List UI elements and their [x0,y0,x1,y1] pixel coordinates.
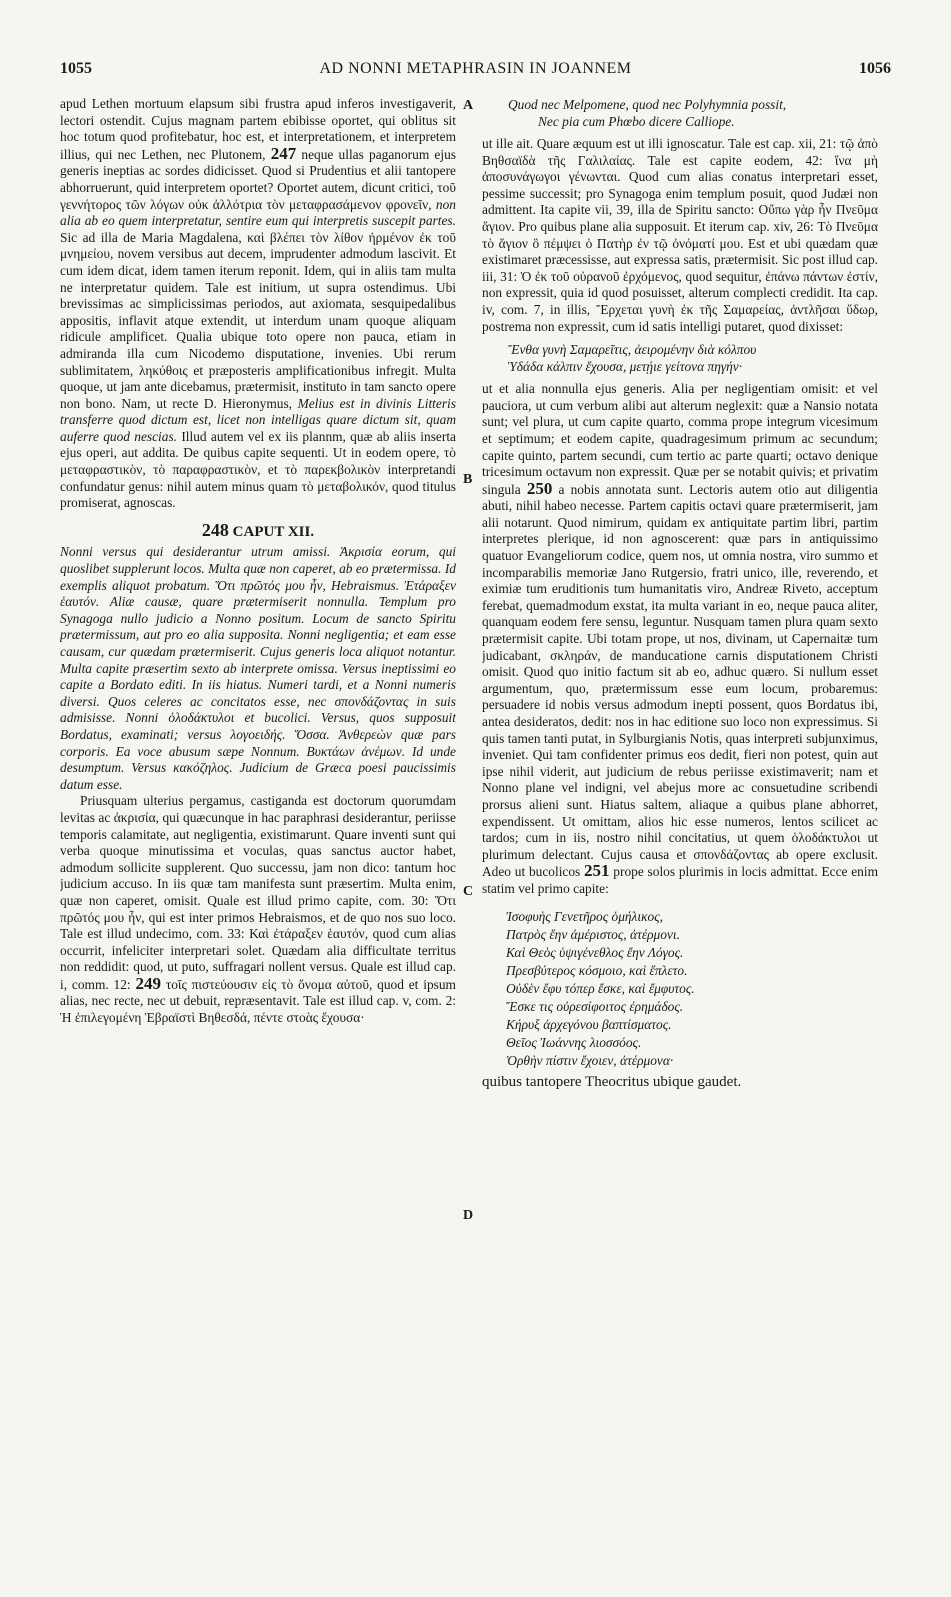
text-run: a nobis annotata sunt. Lectoris autem otio aut diligentia abuti, nihil habeo necesse. Partem capitis octavi quare prætermiserit, jam alii notarunt. Quod nimirum, quidam ex antiquitate partim libri, partim interpretes plerique, id non agnoscerent: quæ pars in antiquissimo quatuor Evangeliorum codice, quem nos, ut omnia nostra, viro summo et incomparabilis memoriæ Jano Rutgersio, fratri unico, ille, reverendo, et eximiæ tum eruditionis tum humanitatis viro, Andreæ Riveto, acceptum ferebat, quemadmodum exstat, ita multa variant in eo, neque pauca aliter, quanquam eodem fere sensu, leguntur. Nusquam tamen plura quam sexto prætermisit capite. Ubi totam prope, ut nos, divinam, ut Capernaitæ tum judicabant, σκληράν, de manducatione carnis disputationem Christi omisit. Quod quo initio factum sit ab eo, adhuc quæro. Si nullum esset argumentum, quo, prætermissum esse eum locum, probaremus: persuadere id nobis versus admodum inepti possent, quos Bordatus ibi, antea desideratos, dedit: nos in hac editione suo loco non expressimus. Si quis tamen tanti putat, in Sylburgianis Notis, quas interpreti subjunximus, inveniet. Qui tam confidenter primus eos dedit, fieri non potest, quin aut ipse nihil viderit, aut judicium de rebus periisse existimaverit; nam et Nonno plane vel indigni, vel abejus more ac consuetudine scribendi prorsus alieni sunt. Hiatus saltem, aliaque a quibus plane abhorret, expendissent. Ut omittam, alios hic esse numeros, lentos scilicet ac tardos; cum in iis, nostro nihil concitatius, ut quem ὁλοδάκτυλοι ut plurimum delectant. Cujus causa et σπονδάζοντας ab opere exclusit. Adeo ut bucolicos [482,481,878,880]
paragraph: ut ille ait. Quare æquum est ut illi ignoscatur. Tale est cap. xii, 21: τῷ ἀπὸ Βηθσαϊδὰ τῆς Γαλιλαίας. Tale est capite eodem, 42: ἵνα μὴ ἀποσυνάγωγοι γένωνται. Quod cum alias conatus interpretari esset, pessime successit; pro Synagoga enim templum posuit, quod Judæi non admittent. Ita capite vii, 39, illa de Spiritu sancto: Οὔπω γὰρ ἦν Πνεῦμα ἅγιον. Pro quibus plane alia supposuit. Et iterum cap. xiv, 26: Τὸ Πνεῦμα τὸ ἅγιον ὃ πέμψει ὁ Πατὴρ ἐν τῷ ὀνόματί μου. Est et ubi quædam quæ existimaret præcessisse, aut expressa satis, prætermisit. Sic post illud cap. iii, 31: Ὁ ἐκ τοῦ οὐρανοῦ ἐρχόμενος, quod sequitur, ἐπάνω πάντων ἐστίν, non expressit, quia id quod posuisset, alterum complecti credidit. Ita cap. iv, com. 7, in illis, Ἔρχεται γυνὴ ἐκ τῆς Σαμαρείας, ἀντλῆσαι ὕδωρ, postrema non expressit, cum id satis intelligi putaret, quod dixisset: [482,136,878,334]
text-run: apud Lethen mortuum elapsum sibi frustra apud inferos investigaverit, lectori ostendit. Cujus magnam partem ebibisse oportet, qui oblitus sit hoc totum quod profitebatur, hoc est, et interpretationem, et interpretem illius, qui nec Lethen, nec Plutonem, [60,96,456,162]
chapter-summary: Nonni versus qui desiderantur utrum amissi. Ἀκρισία eorum, qui quoslibet supplerunt locos. Multa quæ non caperet, ab eo prætermissa. Id exemplis aliquot probatum. Ὅτι πρῶτός μου ἦν, Hebraismus. Ἐτάραξεν ἑαυτόν. Aliæ causæ, quare prætermiserit nonnulla. Templum pro Synagoga nullo judicio a Nonno positum. Locum de sancto Spiritu prætermissum, aut pro eo alia supposita. Nonni negligentia; et eam esse causam, cur quædam prætermiserit. Cujus generis loca aliquot notantur. Multa capite præsertim sexto ab interprete omissa. Versus ineptissimi eo capite a Bordato editi. In iis hiatus. Numeri tardi, et a Nonni numeris diversi. Quos celeres ac concitatos esse, nec σπονδάζοντας in suis admisisse. Nonni ὁλοδάκτυλοι et bucolici. Versus, quos supposuit Bordatus, examinati; versus λογοειδής. Ὅσσα. Ἀνθερεὼν quæ pars corporis. Ea voce abusum sæpe Nonnum. Βυκτάων ἀνέμων. Id unde desumptum. Versus κακόζηλος. Judicium de Græca poesi paucissimis datum esse. [60,544,456,792]
verse-line: Ἔνθα γυνὴ Σαμαρεῖτις, ἀειρομένην διὰ κόλπου [508,342,757,358]
greek-verse [508,341,878,375]
margin-letter-b: B [463,472,473,487]
text-run: ut et alia nonnulla ejus generis. Alia per negligentiam omisit: et vel pauciora, ut cum verbum alibi aut alterum neglexit: quæ a Nansio notata sunt; vel plura, ut cum capite quarto, comma prope integrum vicesimum et septimum; et eodem capite, quadragesimum primum ac secundum; capite quinto, partem secundi, cum tertio ac parte quarti; octavo denique tricesimum octavum non expressit. Quæ per se notabit quivis; et privatim singula [482,381,878,497]
paragraph [60,96,456,512]
paragraph [60,793,456,1026]
page-marker-247: 247 [270,143,297,163]
latin-verse [508,96,878,130]
greek-line: Οὐδὲν ἔφυ τόπερ ἔσκε, καὶ ἔμφυτος. [506,980,695,996]
margin-letter-d: D [463,1208,474,1223]
left-column [60,96,456,1566]
page-marker-251: 251 [584,861,610,881]
verse-line: Nec pia cum Phœbo dicere Calliope. [538,114,735,129]
text-run: Illud autem vel ex iis plannm, quæ ab aliis inserta ejus operi, aut addita. De quibus capite sequenti. Ut in eodem opere, τὸ μεταφραστικὸν, τὸ παραφραστικὸν, et τὸ παρεκβολικὸν interpretandi confundatur genus: nihil autem minus quam τὸ μεταβολικόν, quod titulus promiserat, agnoscas. [60,428,456,511]
italic-text: non alia ab eo quem interpretatur, sentire eum qui interpretis suscepit partes. [60,196,456,229]
greek-line: Θεῖος Ἰωάννης λιοσσόος. [506,1034,642,1050]
chapter-heading [60,519,456,541]
greek-line: Κήρυξ ἀρχεγόνου βαπτίσματος. [506,1016,672,1032]
text-run: Sic ad illa de Maria Magdalena, καὶ βλέπει τὸν λίθον ἠρμένον ἐκ τοῦ μνημείου, novem versibus aut decem, imprudenter admodum lascivit. Et cum idem dicat, idem tamen iterum reponit. Idem, qui in aliis tam multa ne interpretatur quidem. Tale est initium, ut supra ostendimus. Ubi brevissimas ac simplicissimas periodos, aut axiomata, sesquipedalibus appositis, inflavit atque extendit, ut interdum unam quoque aliquam ridicule amplificet. Qualia ubique toto opere non pauca, etiam in admiranda illa cum Nicodemo disputatione, invenies. Ubi rerum sublimitatem, ληκύθοις et præposteris amplificationibus infregit. Multa quoque, ut jam ante dicebamus, prætermisit, instituto in tam sancto opere non bono. Nam, ut recte D. Hieronymus, [60,229,456,411]
greek-line: Πρεσβύτερος κόσμοιο, καὶ ἔπλετο. [506,962,688,978]
page-marker-249: 249 [135,973,161,993]
greek-line: Ὀρθὴν πίστιν ἔχοιεν, ἀτέρμονα· [506,1052,674,1068]
right-column [482,96,878,1566]
verse-line: Ὑδάδα κάλπιν ἔχουσα, μετῄιε γείτονα πηγήν· [508,359,743,375]
text-run: Priusquam ulterius pergamus, castiganda est doctorum quorumdam levitas ac ἀκρισία, qui quæcunque in hac paraphrasi desiderantur, periisse temporis calamitate, aut negligentia, existimarunt. Quare inventi sunt qui verba quoque minutissima et voculas, quas sanctus auctor habet, admodum sollicite supplerent. Quo successu, jam non dico: tantum hoc judicium accuso. In iis quæ tam manifesta sunt præsertim. Multa enim, quæ non caperet, omisit. Quale est illud primo capite, com. 30: Ὅτι πρῶτός μου ἦν, qui est inter primos Hebraismos, et de quo nos suo loco. Tale est illud undecimo, com. 33: Καὶ ἐτάραξεν ἑαυτόν, quod cum alias occurrit, infeliciter interpretari solet. Quædam alia difficultate territus non reddidit: quod, ut puto, suffragari nollent versus. Quale est illud cap. i, comm. 12: [60,793,456,992]
chapter-title: CAPUT XII. [232,523,315,540]
verse-line: Quod nec Melpomene, quod nec Polyhymnia possit, [508,97,787,112]
greek-line: Ἔσκε τις οὐρεσίφοιτος ἐρημάδος. [506,998,684,1014]
closing-line: quibus tantopere Theocritus ubique gaudet. [482,1073,742,1090]
paragraph [482,381,878,897]
text-run: τοῖς πιστεύουσιν εἰς τὸ ὄνομα αὐτοῦ, quod et ipsum alias, nec recte, nec ut debuit, repræsentavit. Tale est illud cap. v, com. 2: Ἡ ἐπιλεγομένη Ἑβραϊστὶ Βηθεσδά, πέντε στοὰς ἔχουσα· [60,976,456,1026]
greek-examples [506,908,878,1070]
running-title: AD NONNI METAPHRASIN IN JOANNEM [319,60,632,77]
margin-letter-c: C [463,884,474,899]
italic-quote: Melius est in divinis Litteris transferre quod dictum est, licet non intelligas quare dictum sit, quam auferre quod nescias. [60,395,456,444]
page-header [0,60,951,84]
text-run: neque ullas paganorum ejus generis ineptias ac sordes didicisset. Quod si Prudentius et alii tantopere abhorruerunt, quid interpretem oportet? Oportet autem, dicunt critici, τοῦ γεννήτορος τῶν λόγων οὐκ ἀλλότρια τὸν μεταφρασάμενον φρονεῖν, [60,146,456,212]
greek-line: Πατρὸς ἔην ἀμέριστος, ἀτέρμονι. [506,926,680,942]
greek-line: Καὶ Θεὸς ὑψιγένεθλος ἔην Λόγος. [506,944,684,960]
margin-letter-a: A [463,98,474,113]
text-run: prope solos plurimis in locis admittat. Ecce enim statim vel primo capite: [482,864,878,896]
column-number-right: 1056 [859,60,891,77]
column-number-left: 1055 [60,60,92,77]
page-marker-248: 248 [201,519,229,540]
page-marker-250: 250 [526,478,553,498]
greek-line: Ἰσοφυὴς Γενετῆρος ὁμήλικος, [506,908,663,924]
